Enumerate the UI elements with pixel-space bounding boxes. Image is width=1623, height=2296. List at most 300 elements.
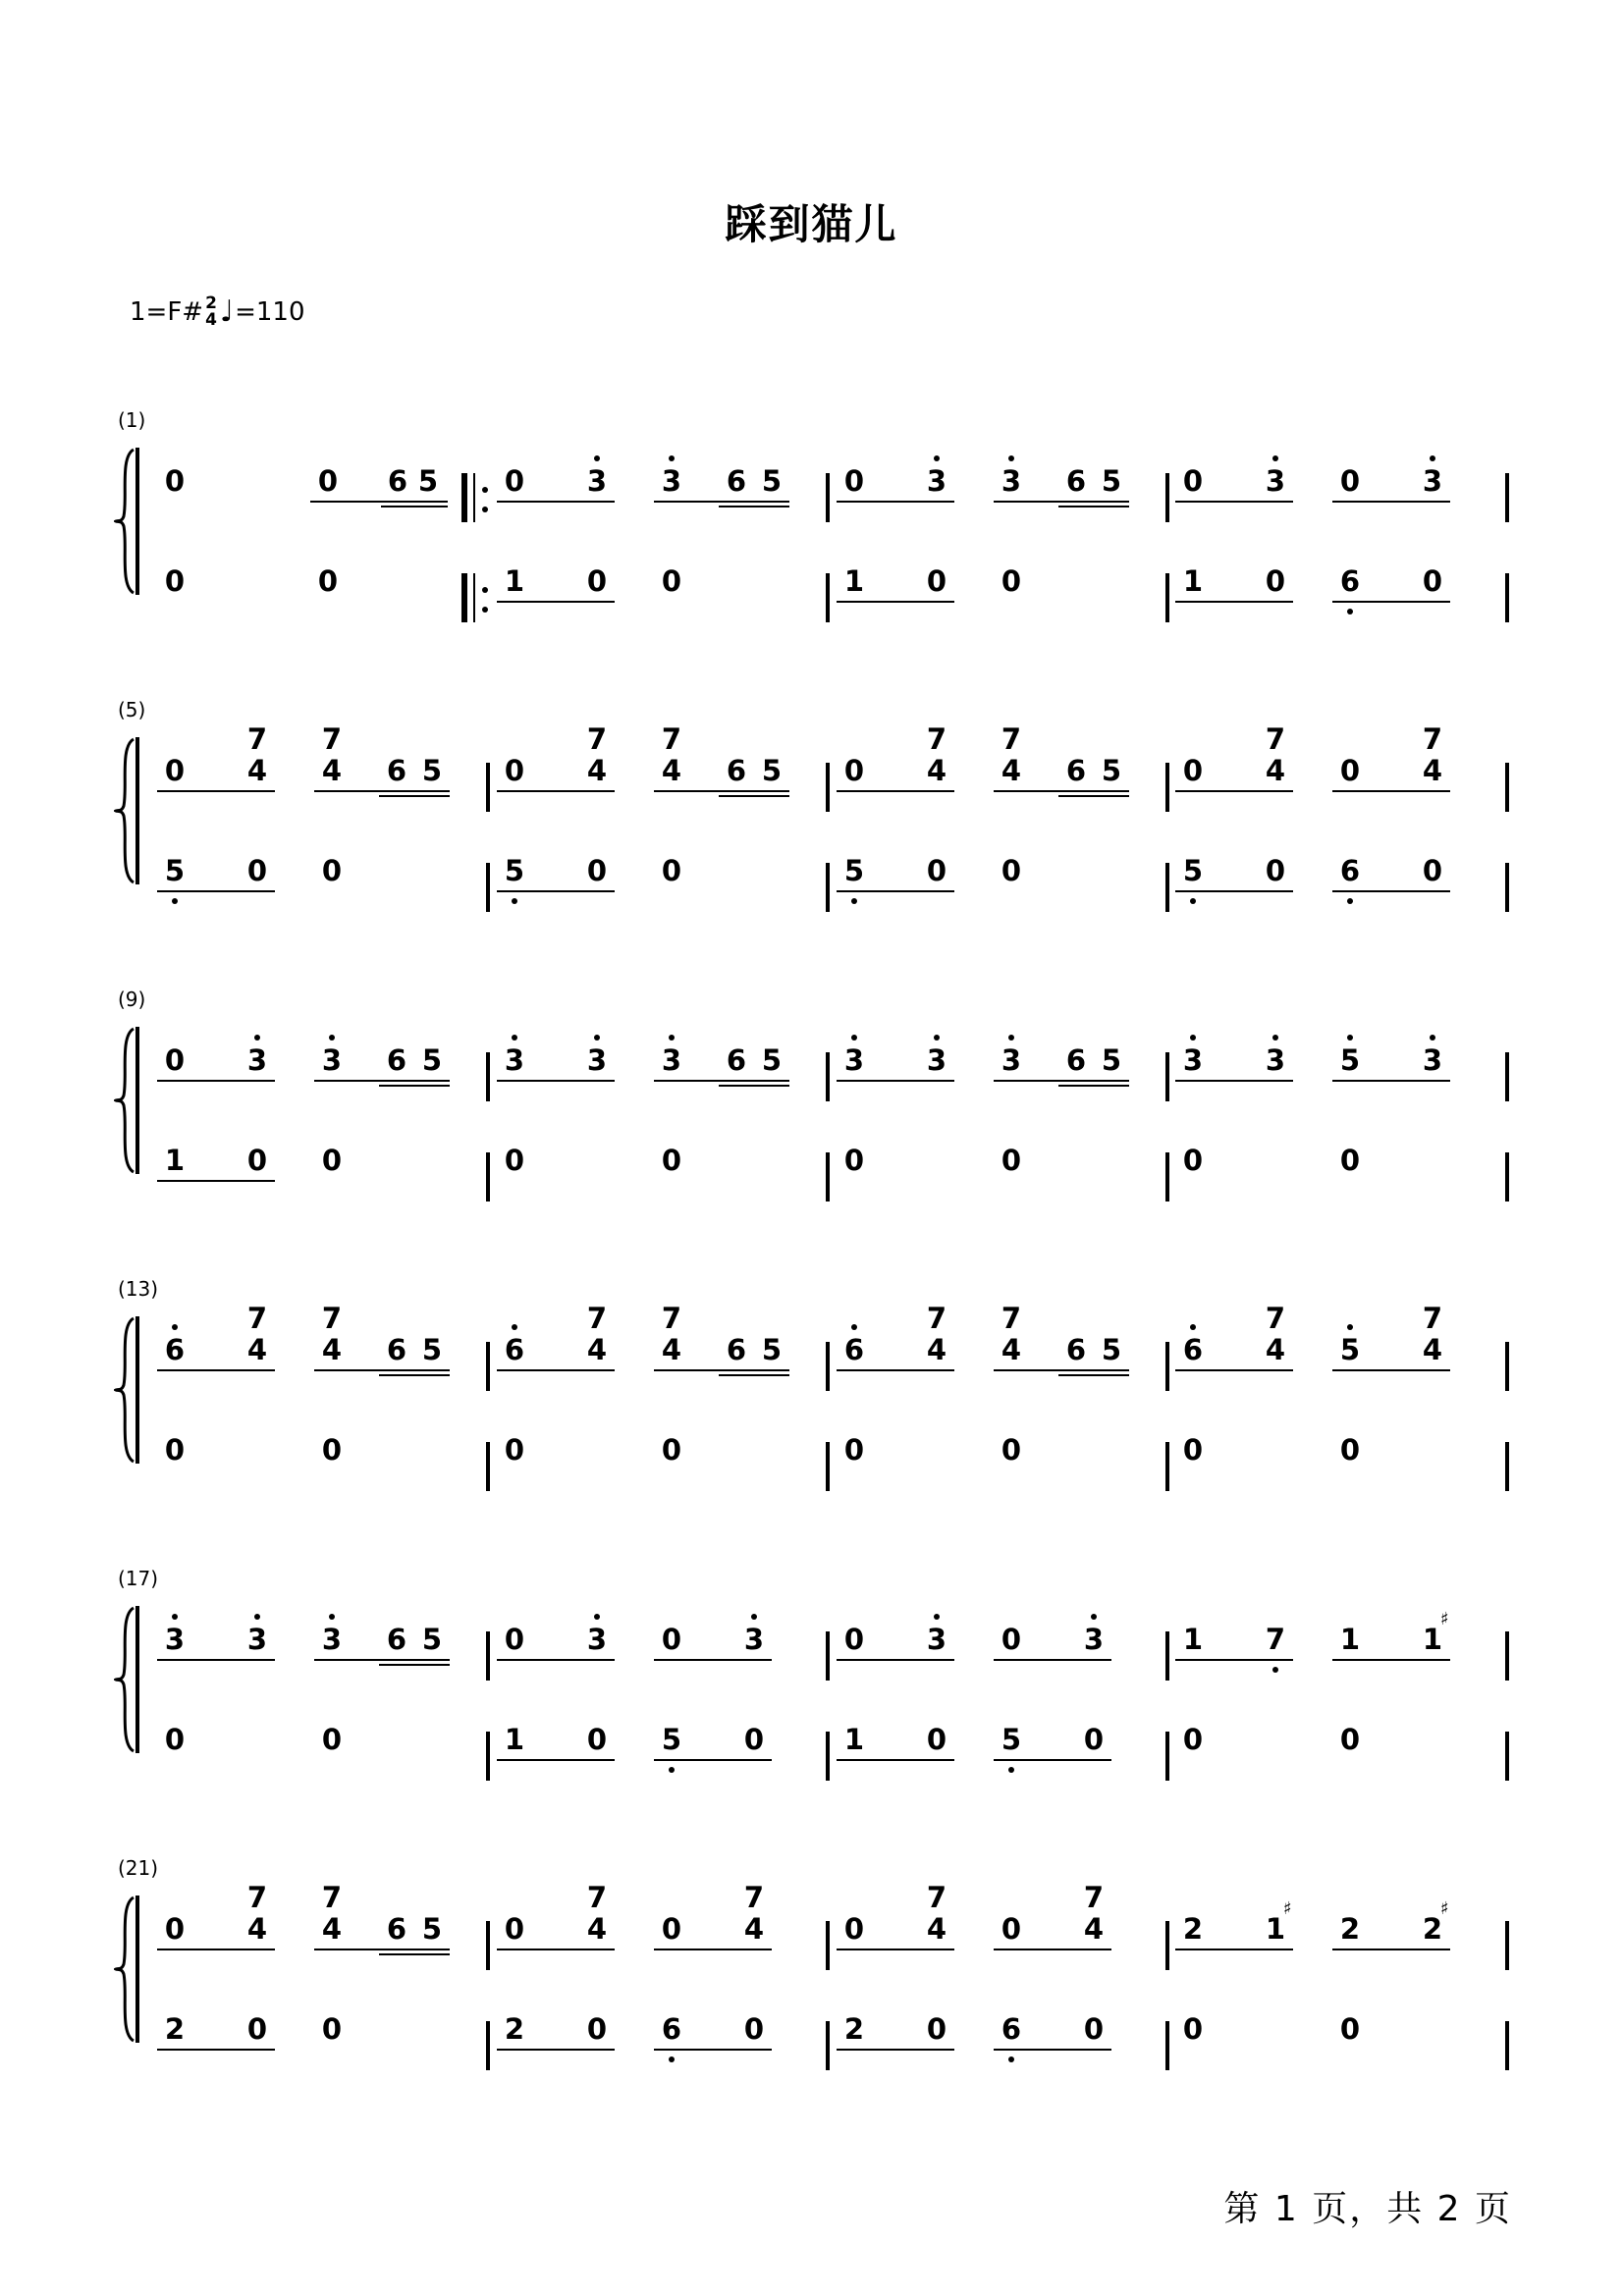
beam-line (1058, 795, 1129, 797)
note: 5 (761, 1333, 783, 1366)
note: 2 (1182, 1912, 1204, 1946)
note: 0 (1265, 854, 1286, 887)
note: 0 (926, 854, 947, 887)
chord-note: 7 (1083, 1881, 1105, 1914)
note: 5 (1182, 854, 1204, 887)
repeat-dot (482, 507, 488, 512)
barline (1505, 1052, 1509, 1101)
beam-line (837, 2049, 954, 2051)
note: 6 (1065, 464, 1087, 498)
beam-line (157, 1659, 275, 1661)
note: 5 (1001, 1723, 1022, 1756)
key-label: 1=F# (130, 296, 204, 327)
note: 5 (421, 754, 443, 787)
repeat-dot (482, 487, 488, 493)
note: 0 (1422, 564, 1443, 598)
repeat-thick-line (461, 473, 467, 522)
octave-dot-low (851, 898, 857, 904)
tempo-value: =110 (235, 296, 305, 327)
note: 0 (661, 1433, 682, 1467)
beam-line (994, 1369, 1129, 1371)
note: 4 (321, 1912, 343, 1946)
octave-dot-high (594, 455, 600, 461)
repeat-dot (482, 607, 488, 613)
beam-line (837, 1369, 954, 1371)
note: 0 (661, 854, 682, 887)
beam-line (837, 1949, 954, 1950)
barline (486, 1442, 490, 1491)
note: 4 (926, 1912, 947, 1946)
note: 3 (1422, 464, 1443, 498)
note: 0 (843, 1623, 865, 1656)
note: 3 (1001, 1043, 1022, 1077)
note: 0 (321, 1723, 343, 1756)
note: 0 (317, 464, 339, 498)
note: 1 (1182, 1623, 1204, 1656)
octave-dot-high (1091, 1614, 1097, 1620)
octave-dot-high (594, 1035, 600, 1041)
note: 3 (1001, 464, 1022, 498)
chord-note: 7 (321, 722, 343, 756)
note: 5 (843, 854, 865, 887)
note: 0 (164, 1043, 186, 1077)
note: 2 (164, 2012, 186, 2046)
note: 4 (586, 1333, 608, 1366)
note: 4 (661, 754, 682, 787)
music-system (0, 1277, 1623, 1513)
beam-line (837, 501, 954, 503)
note: 5 (761, 754, 783, 787)
barline (826, 473, 830, 522)
note: 0 (1083, 2012, 1105, 2046)
octave-dot-low (1347, 609, 1353, 614)
beam-line (994, 501, 1129, 503)
time-signature (205, 295, 217, 329)
beam-line (654, 1759, 772, 1761)
note: 0 (586, 2012, 608, 2046)
note: 6 (726, 1043, 747, 1077)
note: 6 (726, 1333, 747, 1366)
barline (486, 2021, 490, 2070)
barline (826, 1052, 830, 1101)
octave-dot-high (934, 1035, 940, 1041)
note: 0 (586, 854, 608, 887)
note: 5 (1101, 1043, 1122, 1077)
barline (486, 1342, 490, 1391)
beam-line (314, 1369, 450, 1371)
note: 6 (1339, 854, 1361, 887)
beam-line (497, 1080, 615, 1082)
beam-line (1332, 1369, 1450, 1371)
note: 3 (1422, 1043, 1443, 1077)
beam-line (310, 501, 448, 503)
octave-dot-high (1008, 455, 1014, 461)
octave-dot-low (669, 1767, 675, 1773)
note: 0 (164, 754, 186, 787)
barline (826, 1342, 830, 1391)
barline (826, 763, 830, 812)
note: 0 (926, 564, 947, 598)
barline (486, 1921, 490, 1970)
beam-line (1058, 1374, 1129, 1376)
note: 0 (321, 1144, 343, 1177)
barline (1165, 2021, 1169, 2070)
chord-note: 7 (246, 722, 268, 756)
barline (486, 1631, 490, 1681)
barline (1165, 1631, 1169, 1681)
note: 5 (761, 464, 783, 498)
note: 0 (1001, 1623, 1022, 1656)
barline (1505, 573, 1509, 622)
note: 0 (586, 564, 608, 598)
barline (1505, 473, 1509, 522)
note: 4 (1422, 1333, 1443, 1366)
octave-dot-high (512, 1324, 517, 1330)
chord-note: 7 (1265, 1302, 1286, 1335)
note: 4 (1265, 1333, 1286, 1366)
octave-dot-low (512, 898, 517, 904)
octave-dot-high (1430, 455, 1435, 461)
beam-line (157, 1949, 275, 1950)
octave-dot-high (851, 1324, 857, 1330)
key-signature (130, 294, 305, 329)
note: 6 (661, 2012, 682, 2046)
note: 3 (926, 1043, 947, 1077)
note: 6 (1065, 754, 1087, 787)
note: 0 (164, 1433, 186, 1467)
note: 2 (504, 2012, 525, 2046)
note: 6 (1182, 1333, 1204, 1366)
note: 0 (246, 854, 268, 887)
barline (1165, 1732, 1169, 1781)
note: ♯ 1 (1411, 1624, 1454, 1655)
note: 0 (1339, 1433, 1361, 1467)
barline (1165, 1152, 1169, 1201)
beam-line (379, 1374, 450, 1376)
note: 5 (504, 854, 525, 887)
barline (826, 1152, 830, 1201)
note: 3 (661, 1043, 682, 1077)
note: 6 (843, 1333, 865, 1366)
beam-line (654, 1949, 772, 1950)
note: 0 (843, 754, 865, 787)
note: 0 (164, 464, 186, 498)
octave-dot-low (1008, 1767, 1014, 1773)
beam-line (497, 1759, 615, 1761)
note: 5 (164, 854, 186, 887)
chord-note: 7 (1265, 722, 1286, 756)
note: 0 (1339, 1144, 1361, 1177)
note: 2 (843, 2012, 865, 2046)
note: 0 (661, 564, 682, 598)
chord-note: 7 (321, 1881, 343, 1914)
note: 0 (661, 1144, 682, 1177)
barline (1165, 1342, 1169, 1391)
note: 4 (1001, 754, 1022, 787)
time-signature-bottom: 4 (205, 309, 217, 330)
note: 0 (743, 2012, 765, 2046)
octave-dot-high (669, 1035, 675, 1041)
system-line (135, 1027, 139, 1174)
note: 3 (246, 1043, 268, 1077)
beam-line (379, 1085, 450, 1087)
note: 0 (926, 2012, 947, 2046)
chord-note: 7 (1001, 1302, 1022, 1335)
note: 1 (504, 564, 525, 598)
note: 4 (586, 754, 608, 787)
note: 0 (586, 1723, 608, 1756)
barline (486, 763, 490, 812)
repeat-thin-line (473, 473, 475, 522)
note: 0 (504, 754, 525, 787)
note: 6 (1065, 1043, 1087, 1077)
note: 6 (504, 1333, 525, 1366)
note: 0 (246, 2012, 268, 2046)
note: 1 (504, 1723, 525, 1756)
note: 3 (1265, 1043, 1286, 1077)
note: 0 (843, 1144, 865, 1177)
note: 1 (164, 1144, 186, 1177)
barline (826, 1631, 830, 1681)
note: 0 (504, 1433, 525, 1467)
note: 0 (504, 464, 525, 498)
note: 0 (1001, 1433, 1022, 1467)
beam-line (314, 790, 450, 792)
beam-line (994, 1759, 1111, 1761)
note: 6 (386, 1333, 407, 1366)
beam-line (1175, 601, 1293, 603)
beam-line (719, 1374, 789, 1376)
beam-line (837, 1659, 954, 1661)
note: 3 (586, 1043, 608, 1077)
system-line (135, 1896, 139, 2043)
note: 3 (504, 1043, 525, 1077)
barline (826, 1732, 830, 1781)
note: 4 (1422, 754, 1443, 787)
barline (1505, 1732, 1509, 1781)
note: 0 (1182, 464, 1204, 498)
note: 4 (586, 1912, 608, 1946)
beam-line (497, 1949, 615, 1950)
note: 0 (1182, 2012, 1204, 2046)
note: 5 (761, 1043, 783, 1077)
note: 6 (1339, 564, 1361, 598)
note: 0 (164, 1723, 186, 1756)
note: 1 (843, 1723, 865, 1756)
octave-dot-high (751, 1614, 757, 1620)
note: 5 (661, 1723, 682, 1756)
chord-note: 7 (246, 1302, 268, 1335)
note: 3 (586, 1623, 608, 1656)
note: 4 (743, 1912, 765, 1946)
note: 0 (1001, 564, 1022, 598)
barline (1505, 1631, 1509, 1681)
note: 3 (321, 1623, 343, 1656)
note: 5 (1101, 1333, 1122, 1366)
barline (1505, 1152, 1509, 1201)
note: 4 (926, 1333, 947, 1366)
measure-number: (5) (118, 698, 146, 721)
barline (826, 573, 830, 622)
note: 0 (1339, 2012, 1361, 2046)
beam-line (314, 1080, 450, 1082)
note: 5 (421, 1912, 443, 1946)
barline (486, 1732, 490, 1781)
note: 4 (321, 1333, 343, 1366)
note: 6 (387, 464, 408, 498)
note: 6 (1065, 1333, 1087, 1366)
beam-line (497, 890, 615, 892)
octave-dot-low (1190, 898, 1196, 904)
beam-line (379, 1664, 450, 1666)
note: ♯ 2 (1411, 1913, 1454, 1945)
note: 4 (321, 754, 343, 787)
barline (826, 1921, 830, 1970)
note: 0 (1001, 1144, 1022, 1177)
music-system (0, 988, 1623, 1223)
beam-line (1175, 1659, 1293, 1661)
note: 0 (743, 1723, 765, 1756)
octave-dot-high (1347, 1035, 1353, 1041)
beam-line (1332, 501, 1450, 503)
beam-line (654, 2049, 772, 2051)
note: 6 (386, 1623, 407, 1656)
barline (1165, 1442, 1169, 1491)
music-system (0, 408, 1623, 644)
beam-line (1332, 1659, 1450, 1661)
barline (1165, 763, 1169, 812)
octave-dot-high (254, 1614, 260, 1620)
note: 0 (1083, 1723, 1105, 1756)
chord-note: 7 (1001, 722, 1022, 756)
chord-note: 7 (743, 1881, 765, 1914)
octave-dot-high (1272, 1035, 1278, 1041)
beam-line (157, 790, 275, 792)
note: 3 (1265, 464, 1286, 498)
beam-line (157, 1180, 275, 1182)
score-title: 踩到猫儿 (725, 200, 898, 248)
note: 3 (926, 1623, 947, 1656)
beam-line (1175, 1080, 1293, 1082)
barline (486, 863, 490, 912)
chord-note: 7 (586, 1881, 608, 1914)
note: 0 (1339, 754, 1361, 787)
system-line (135, 737, 139, 884)
note: 5 (421, 1623, 443, 1656)
octave-dot-high (329, 1035, 335, 1041)
beam-line (1175, 1369, 1293, 1371)
beam-line (1175, 790, 1293, 792)
chord-note: 7 (1422, 722, 1443, 756)
octave-dot-low (1008, 2056, 1014, 2062)
beam-line (497, 1369, 615, 1371)
music-system (0, 1856, 1623, 2092)
barline (1165, 473, 1169, 522)
note: 4 (246, 1333, 268, 1366)
repeat-thick-line (461, 573, 467, 622)
note: ♯ 1 (1254, 1913, 1297, 1945)
note: 1 (1339, 1623, 1361, 1656)
beam-line (1175, 1949, 1293, 1950)
beam-line (1175, 890, 1293, 892)
note: 0 (1422, 854, 1443, 887)
chord-note: 7 (926, 1302, 947, 1335)
note: 0 (246, 1144, 268, 1177)
note: 0 (1265, 564, 1286, 598)
beam-line (379, 795, 450, 797)
note: 3 (321, 1043, 343, 1077)
octave-dot-high (254, 1035, 260, 1041)
barline (486, 1052, 490, 1101)
note: 3 (164, 1623, 186, 1656)
barline (1165, 863, 1169, 912)
beam-line (994, 1949, 1111, 1950)
beam-line (497, 601, 615, 603)
measure-number: (13) (118, 1277, 159, 1301)
note: 0 (843, 1433, 865, 1467)
octave-dot-high (669, 455, 675, 461)
note: 3 (743, 1623, 765, 1656)
beam-line (994, 1659, 1111, 1661)
barline (1505, 2021, 1509, 2070)
repeat-thin-line (473, 573, 475, 622)
note: 0 (164, 564, 186, 598)
beam-line (719, 1085, 789, 1087)
beam-line (719, 506, 789, 507)
beam-line (1058, 506, 1129, 507)
octave-dot-high (851, 1035, 857, 1041)
beam-line (1332, 1080, 1450, 1082)
octave-dot-high (1008, 1035, 1014, 1041)
note: 1 (1182, 564, 1204, 598)
beam-line (837, 890, 954, 892)
note: 3 (661, 464, 682, 498)
beam-line (1175, 501, 1293, 503)
note: 7 (1265, 1623, 1286, 1656)
barline (826, 1442, 830, 1491)
note: 5 (421, 1043, 443, 1077)
note: 5 (1339, 1333, 1361, 1366)
octave-dot-high (1272, 455, 1278, 461)
octave-dot-high (1347, 1324, 1353, 1330)
octave-dot-high (172, 1324, 178, 1330)
note: 0 (504, 1144, 525, 1177)
quarter-note-icon: ♩ (219, 294, 235, 329)
note: 3 (586, 464, 608, 498)
chord-note: 7 (246, 1881, 268, 1914)
note: 4 (1265, 754, 1286, 787)
beam-line (837, 790, 954, 792)
note: 1 (843, 564, 865, 598)
beam-line (497, 2049, 615, 2051)
barline (1165, 573, 1169, 622)
note: 5 (1101, 754, 1122, 787)
chord-note: 7 (661, 1302, 682, 1335)
chord-note: 7 (661, 722, 682, 756)
barline (826, 2021, 830, 2070)
beam-line (654, 1659, 772, 1661)
note: 3 (1182, 1043, 1204, 1077)
beam-line (1332, 601, 1450, 603)
octave-dot-high (1190, 1035, 1196, 1041)
chord-note: 7 (321, 1302, 343, 1335)
system-line (135, 448, 139, 595)
note: 0 (321, 854, 343, 887)
note: 0 (1182, 1433, 1204, 1467)
beam-line (157, 1080, 275, 1082)
note: 0 (1182, 754, 1204, 787)
beam-line (994, 2049, 1111, 2051)
